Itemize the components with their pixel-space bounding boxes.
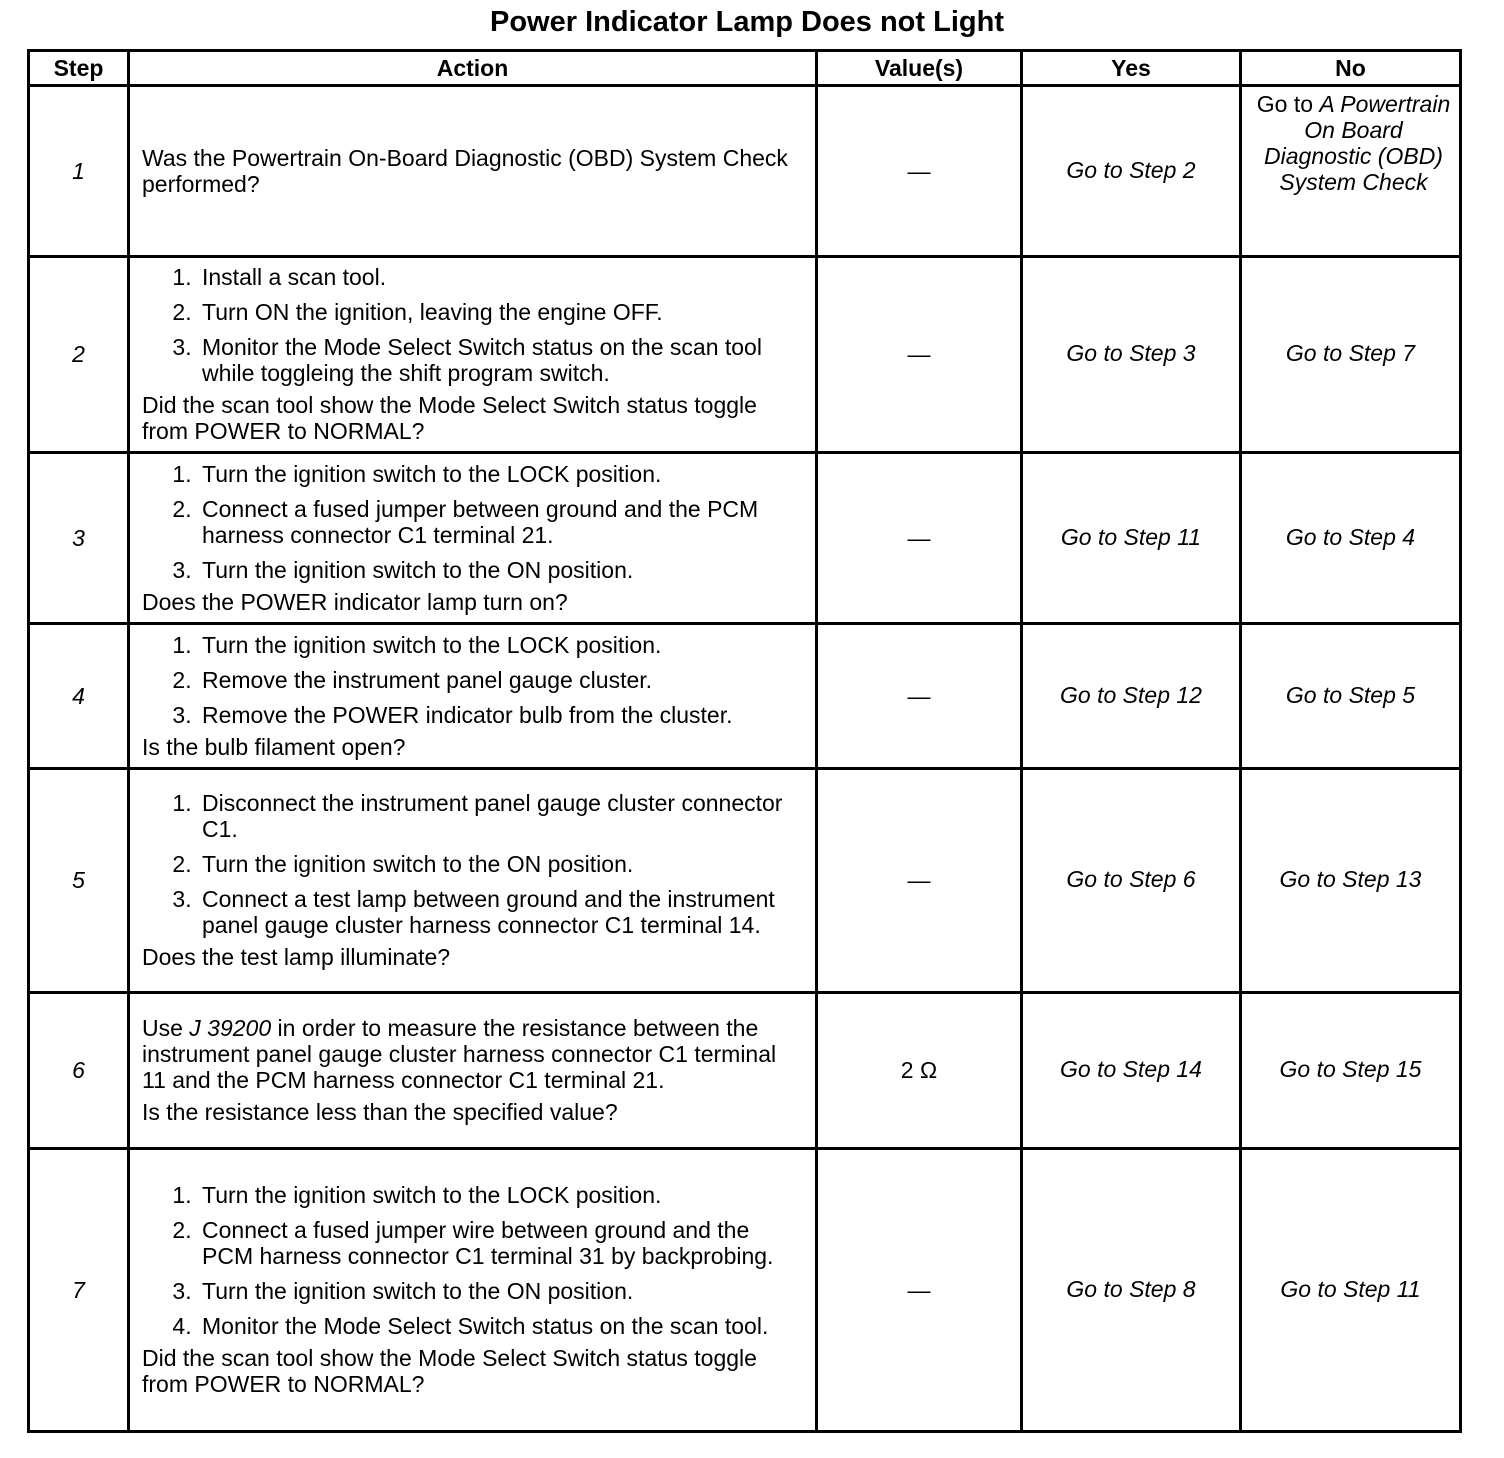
action-item: 2. Remove the instrument panel gauge cluster. (198, 667, 805, 693)
diagnostic-table (27, 49, 1462, 1433)
header-row (29, 51, 1461, 86)
action-list (142, 790, 805, 938)
value-cell: 2 Ω (817, 993, 1022, 1149)
step-number: 2 (29, 257, 129, 453)
action-list (142, 264, 805, 386)
step-number: 1 (29, 86, 129, 257)
header-values: Value(s) (817, 51, 1022, 86)
yes-link[interactable]: Go to Step 8 (1022, 1149, 1241, 1432)
action-cell (129, 1149, 817, 1432)
table-row-step-7 (29, 1149, 1461, 1432)
action-item: 2. Connect a fused jumper wire between ground and the PCM harness connector C1 terminal 31 by backprobing. (198, 1217, 805, 1269)
value-cell: — (817, 624, 1022, 769)
yes-link[interactable]: Go to Step 2 (1022, 86, 1241, 257)
step-number: 5 (29, 769, 129, 993)
step-number: 6 (29, 993, 129, 1149)
table-row-step-5 (29, 769, 1461, 993)
action-question: Does the test lamp illuminate? (142, 944, 451, 970)
header-step: Step (29, 51, 129, 86)
action-question: Does the POWER indicator lamp turn on? (142, 588, 568, 615)
action-item: 3. Monitor the Mode Select Switch status on the scan tool while toggleing the shift program switch. (198, 334, 805, 386)
action-cell (129, 993, 817, 1149)
table-row-step-4 (29, 624, 1461, 769)
no-link[interactable] (1241, 86, 1461, 257)
action-item: 2. Turn the ignition switch to the ON position. (198, 851, 805, 877)
action-instruction (142, 1015, 805, 1093)
header-action: Action (129, 51, 817, 86)
value-cell: — (817, 1149, 1022, 1432)
no-link[interactable]: Go to Step 13 (1241, 769, 1461, 993)
instruction-text: in order to measure the resistance between the instrument panel gauge cluster harness connector C1 terminal 11 and the PCM harness connector C1 terminal 21. (142, 1015, 777, 1093)
action-item: 1. Turn the ignition switch to the LOCK position. (198, 632, 805, 658)
action-cell (129, 624, 817, 769)
action-item: 2. Connect a fused jumper between ground and the PCM harness connector C1 terminal 21. (198, 496, 805, 548)
no-link[interactable]: Go to Step 4 (1241, 453, 1461, 624)
action-question: Is the bulb filament open? (142, 733, 406, 760)
action-cell (129, 453, 817, 624)
header-no: No (1241, 51, 1461, 86)
action-item: 3. Turn the ignition switch to the ON position. (198, 1278, 805, 1304)
action-list (142, 632, 805, 728)
action-item: 1. Turn the ignition switch to the LOCK position. (198, 1182, 805, 1208)
no-link[interactable]: Go to Step 5 (1241, 624, 1461, 769)
action-item: 2. Turn ON the ignition, leaving the engine OFF. (198, 299, 805, 325)
yes-link[interactable]: Go to Step 12 (1022, 624, 1241, 769)
action-cell (129, 257, 817, 453)
no-link[interactable]: Go to Step 11 (1241, 1149, 1461, 1432)
action-cell (129, 86, 817, 257)
action-list (142, 461, 805, 583)
page-title: Power Indicator Lamp Does not Light (490, 6, 1004, 38)
table-row-step-2 (29, 257, 1461, 453)
no-link[interactable]: Go to Step 7 (1241, 257, 1461, 453)
table-row-step-1 (29, 86, 1461, 257)
action-question: Did the scan tool show the Mode Select Switch status toggle from POWER to NORMAL? (142, 1345, 757, 1397)
value-cell: — (817, 769, 1022, 993)
no-link-prefix: Go to (1256, 91, 1320, 117)
step-number: 7 (29, 1149, 129, 1432)
value-cell: — (817, 453, 1022, 624)
yes-link[interactable]: Go to Step 6 (1022, 769, 1241, 993)
yes-link[interactable]: Go to Step 3 (1022, 257, 1241, 453)
action-question: Is the resistance less than the specified value? (142, 1099, 618, 1125)
value-cell: — (817, 86, 1022, 257)
action-item: 1. Turn the ignition switch to the LOCK position. (198, 461, 805, 487)
action-list (142, 1182, 805, 1339)
action-item: 1. Install a scan tool. (198, 264, 805, 290)
action-question: Was the Powertrain On-Board Diagnostic (OBD) System Check performed? (142, 144, 788, 197)
action-item: 3. Remove the POWER indicator bulb from the cluster. (198, 702, 805, 728)
no-link[interactable]: Go to Step 15 (1241, 993, 1461, 1149)
action-item: 3. Connect a test lamp between ground and the instrument panel gauge cluster harness connector C1 terminal 14. (198, 886, 805, 938)
no-link-target: A Powertrain On Board Diagnostic (OBD) System Check (1264, 91, 1451, 195)
header-yes: Yes (1022, 51, 1241, 86)
action-item: 3. Turn the ignition switch to the ON position. (198, 557, 805, 583)
step-number: 4 (29, 624, 129, 769)
action-item: 1. Disconnect the instrument panel gauge cluster connector C1. (198, 790, 805, 842)
step-number: 3 (29, 453, 129, 624)
value-cell: — (817, 257, 1022, 453)
yes-link[interactable]: Go to Step 11 (1022, 453, 1241, 624)
tool-reference[interactable]: J 39200 (189, 1015, 272, 1041)
table-row-step-6 (29, 993, 1461, 1149)
action-cell (129, 769, 817, 993)
table-row-step-3 (29, 453, 1461, 624)
yes-link[interactable]: Go to Step 14 (1022, 993, 1241, 1149)
action-question: Did the scan tool show the Mode Select Switch status toggle from POWER to NORMAL? (142, 392, 757, 444)
instruction-prefix: Use (142, 1015, 190, 1041)
action-item: 4. Monitor the Mode Select Switch status on the scan tool. (198, 1313, 805, 1339)
